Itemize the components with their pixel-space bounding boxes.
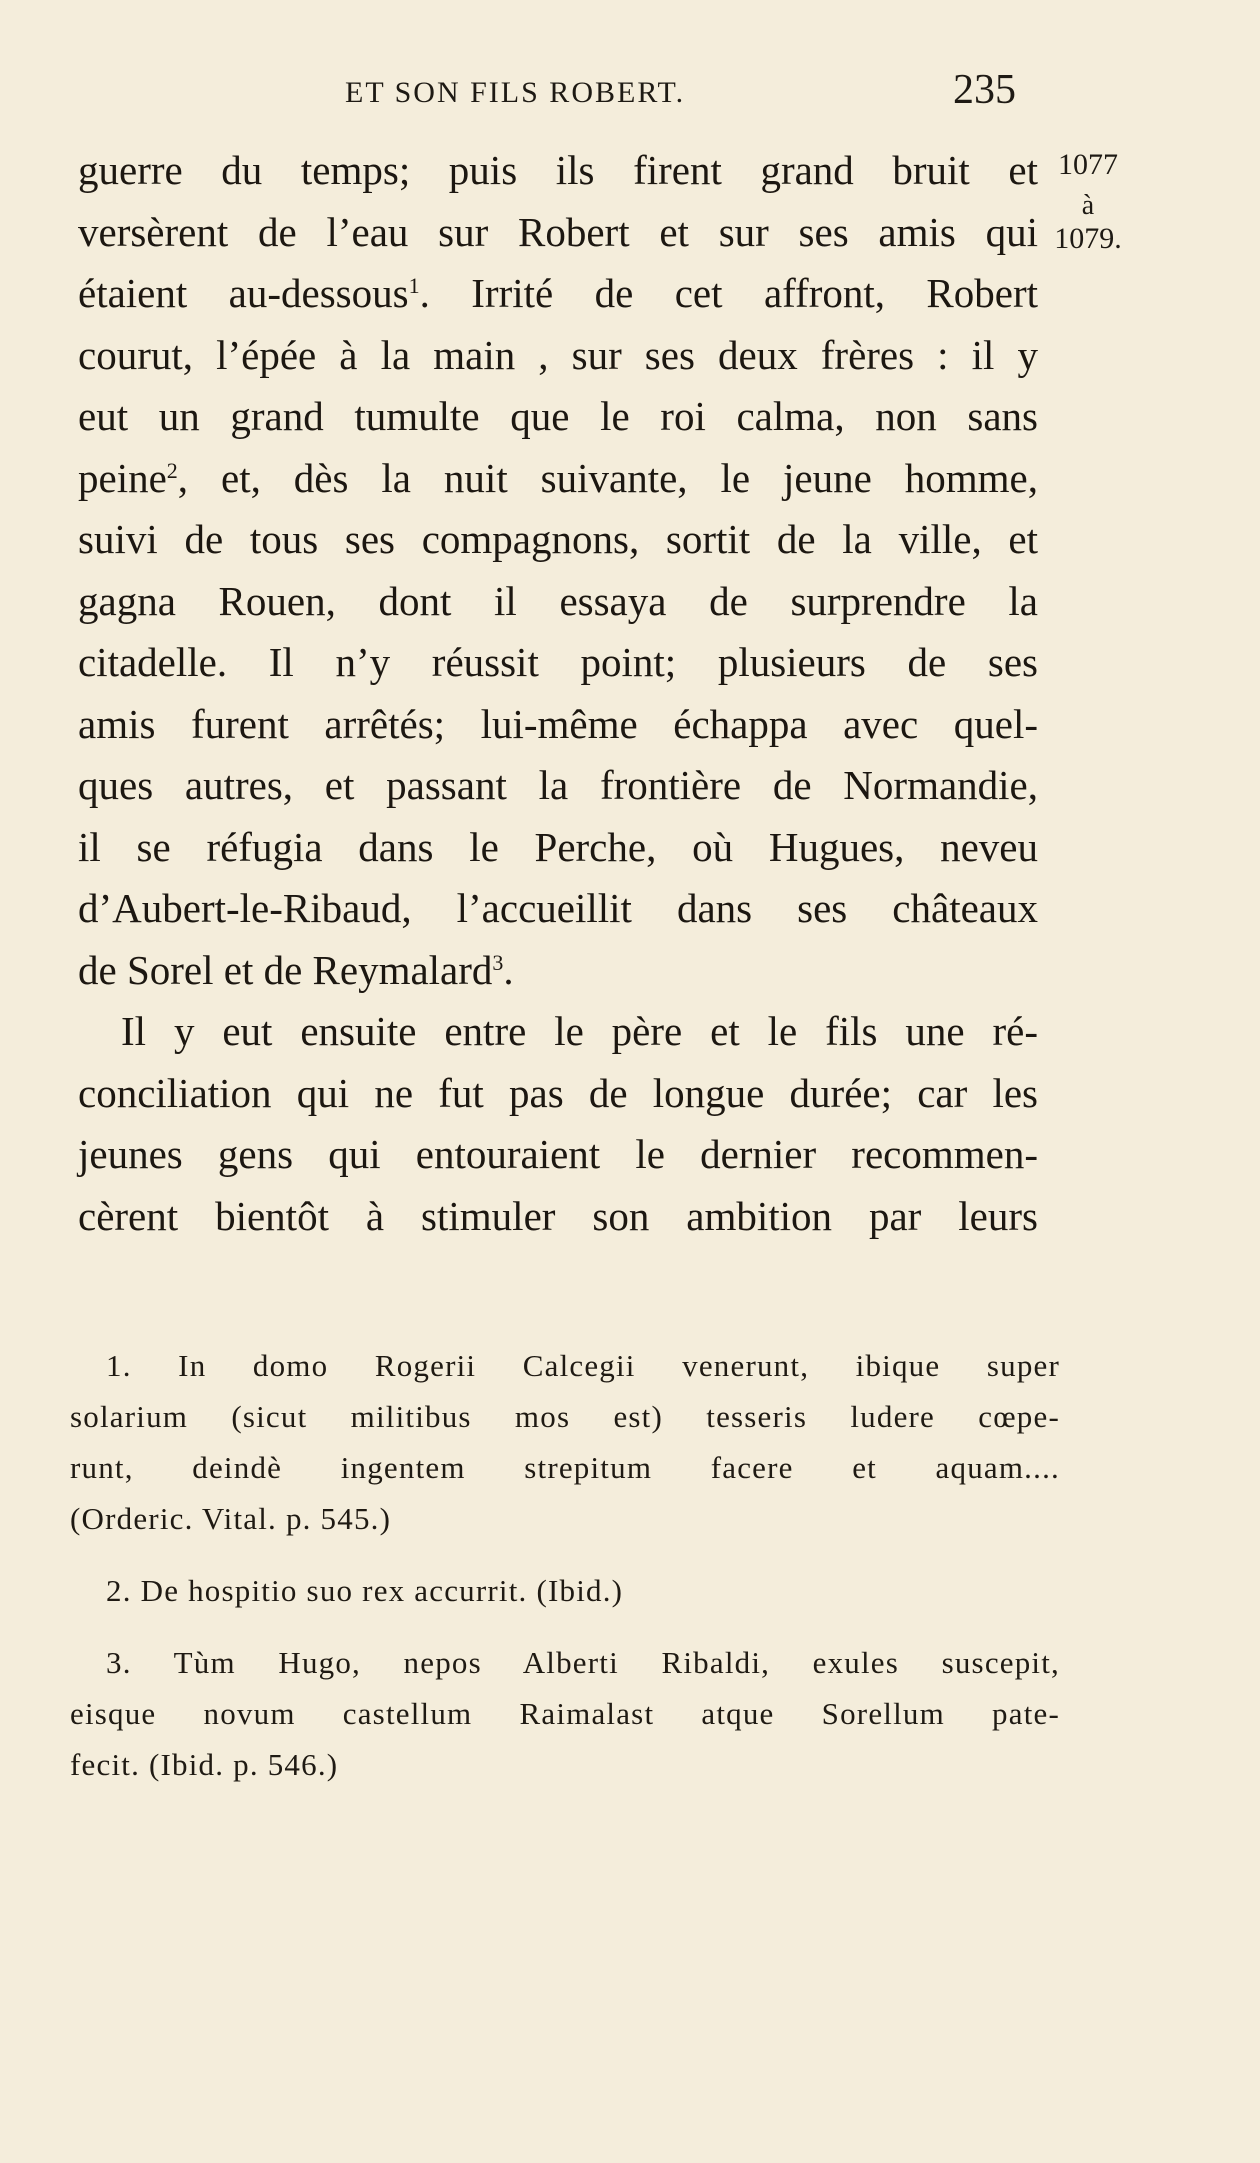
text-line: ques autres, et passant la frontière de Normandie, [78, 762, 1038, 808]
text-line [78, 448, 1038, 510]
text-line: citadelle. Il n’y réussit point; plusieurs de ses [78, 639, 1038, 685]
text-line: gagna Rouen, dont il essaya de surprendre la [78, 577, 1038, 624]
text-line: cèrent bientôt à stimuler son ambition par leurs [78, 1192, 1038, 1239]
footnotes [70, 1340, 1060, 1790]
paragraph-start-line: Il y eut ensuite entre le père et le fils une ré- [121, 1008, 1038, 1054]
footnote-1-line [70, 1340, 1060, 1391]
main-text [78, 140, 1038, 1247]
footnote-3-line [70, 1637, 1060, 1688]
text-line: guerre du temps; puis ils firent grand bruit et [78, 147, 1038, 193]
text-line: versèrent de l’eau sur Robert et sur ses amis qui [78, 208, 1038, 255]
text-segment: , et, dès la nuit suivante, le jeune homme, [177, 454, 1038, 501]
footnote-1-line: (Orderic. Vital. p. 545.) [70, 1501, 392, 1536]
page-number: 235 [953, 67, 1016, 113]
footnote-ref-2: 2 [166, 457, 178, 483]
footnote-marker: 2. [106, 1573, 132, 1608]
footnote-text: De hospitio suo rex accurrit. (Ibid.) [140, 1573, 624, 1608]
footnote-marker: 1. [106, 1348, 132, 1383]
text-line: eut un grand tumulte que le roi calma, non sans [78, 393, 1038, 439]
text-line: jeunes gens qui entouraient le dernier recommen- [78, 1131, 1038, 1177]
text-segment: . Irrité de cet affront, Robert [419, 270, 1039, 316]
text-segment: . [503, 946, 514, 993]
text-line: courut, l’épée à la main , sur ses deux frères : il y [78, 331, 1038, 378]
text-line: suivi de tous ses compagnons, sortit de la ville, et [78, 516, 1038, 562]
margin-year-connector: à [1081, 190, 1095, 221]
footnote-2-line [70, 1565, 1060, 1616]
footnote-1-line: solarium (sicut militibus mos est) tesseris ludere cœpe- [70, 1399, 1060, 1434]
footnote-text: In domo Rogerii Calcegii venerunt, ibique super [178, 1348, 1060, 1383]
text-segment: de Sorel et de Reymalard [78, 946, 493, 993]
text-segment: peine [78, 454, 167, 501]
margin-year-start: 1077 [1058, 148, 1118, 181]
footnote-1-line: runt, deindè ingentem strepitum facere et aquam.... [70, 1450, 1060, 1485]
footnote-marker: 3. [106, 1645, 132, 1680]
text-line: il se réfugia dans le Perche, où Hugues, neveu [78, 823, 1038, 870]
footnote-text: Tùm Hugo, nepos Alberti Ribaldi, exules suscepit, [173, 1645, 1061, 1680]
text-line: conciliation qui ne fut pas de longue durée; car les [78, 1069, 1038, 1116]
text-line: amis furent arrêtés; lui-même échappa avec quel- [78, 700, 1038, 747]
running-title: ET SON FILS ROBERT. [345, 76, 686, 109]
footnote-ref-1: 1 [408, 273, 420, 298]
footnote-ref-3: 3 [492, 949, 504, 975]
footnote-3-line: fecit. (Ibid. p. 546.) [70, 1747, 339, 1782]
text-segment: étaient au-dessous [78, 270, 409, 316]
margin-year-end: 1079. [1054, 222, 1122, 255]
footnote-3-line: eisque novum castellum Raimalast atque Sorellum pate- [70, 1696, 1060, 1731]
text-line [78, 263, 1038, 325]
text-line [78, 940, 1038, 1002]
text-line: d’Aubert-le-Ribaud, l’accueillit dans ses châteaux [78, 885, 1038, 931]
